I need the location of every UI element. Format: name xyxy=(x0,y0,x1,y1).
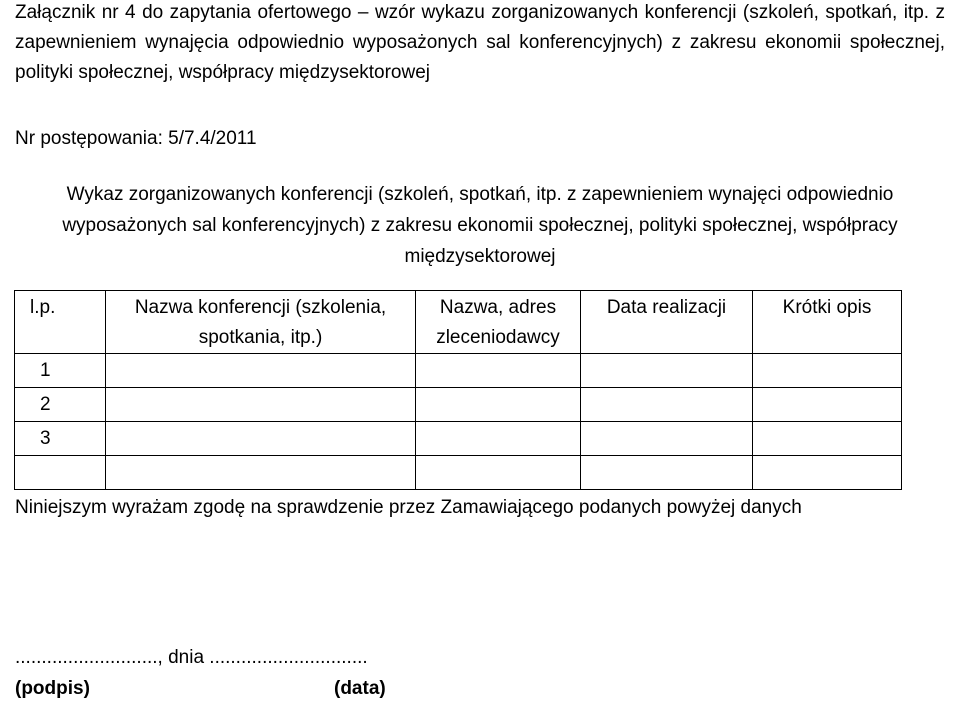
cell-date[interactable] xyxy=(581,422,753,456)
header-conference-name: Nazwa konferencji (szkolenia, spotkania, itp.) xyxy=(106,291,416,354)
cell-conference-name[interactable] xyxy=(106,456,416,490)
cell-date[interactable] xyxy=(581,388,753,422)
cell-lp[interactable] xyxy=(15,456,106,490)
cell-client[interactable] xyxy=(416,456,581,490)
cell-client[interactable] xyxy=(416,388,581,422)
cell-description[interactable] xyxy=(753,388,902,422)
cell-date[interactable] xyxy=(581,456,753,490)
signature-label: (podpis) xyxy=(15,678,90,699)
list-heading: Wykaz zorganizowanych konferencji (szkoleń, spotkań, itp. z zapewnieniem wynajęci odpowiednio wyposażonych sal konferencyjnych) z zakresu ekonomii społecznej, polityki społecznej, współpracy międzysektorowej xyxy=(62,184,898,267)
cell-conference-name[interactable] xyxy=(106,422,416,456)
cell-description[interactable] xyxy=(753,354,902,388)
table-row xyxy=(15,422,902,456)
cell-client[interactable] xyxy=(416,422,581,456)
cell-description[interactable] xyxy=(753,422,902,456)
table-row xyxy=(15,456,902,490)
table-row xyxy=(15,354,902,388)
date-label: (data) xyxy=(334,678,386,699)
signature-dots-line: ..........................., dnia .............................. xyxy=(15,647,368,668)
case-number: Nr postępowania: 5/7.4/2011 xyxy=(15,128,257,149)
header-client: Nazwa, adres zleceniodawcy xyxy=(416,291,581,354)
cell-lp[interactable]: 1 xyxy=(15,354,106,388)
attachment-intro: Załącznik nr 4 do zapytania ofertowego – wzór wykazu zorganizowanych konferencji (szkoleń, spotkań, itp. z zapewnieniem wynajęcia odpowiednio wyposażonych sal konferencyjnych) z zakresu ekonomii społecznej, polityki społecznej, współpracy międzysektorowej xyxy=(15,2,945,83)
header-lp: l.p. xyxy=(15,291,106,354)
cell-date[interactable] xyxy=(581,354,753,388)
cell-conference-name[interactable] xyxy=(106,354,416,388)
table-header-row xyxy=(15,291,902,354)
cell-lp[interactable]: 3 xyxy=(15,422,106,456)
header-date: Data realizacji xyxy=(581,291,753,354)
cell-lp[interactable]: 2 xyxy=(15,388,106,422)
cell-conference-name[interactable] xyxy=(106,388,416,422)
cell-client[interactable] xyxy=(416,354,581,388)
header-description: Krótki opis xyxy=(753,291,902,354)
conference-list-table xyxy=(14,290,902,490)
consent-statement: Niniejszym wyrażam zgodę na sprawdzenie przez Zamawiającego podanych powyżej danych xyxy=(15,497,802,518)
table-row xyxy=(15,388,902,422)
cell-description[interactable] xyxy=(753,456,902,490)
